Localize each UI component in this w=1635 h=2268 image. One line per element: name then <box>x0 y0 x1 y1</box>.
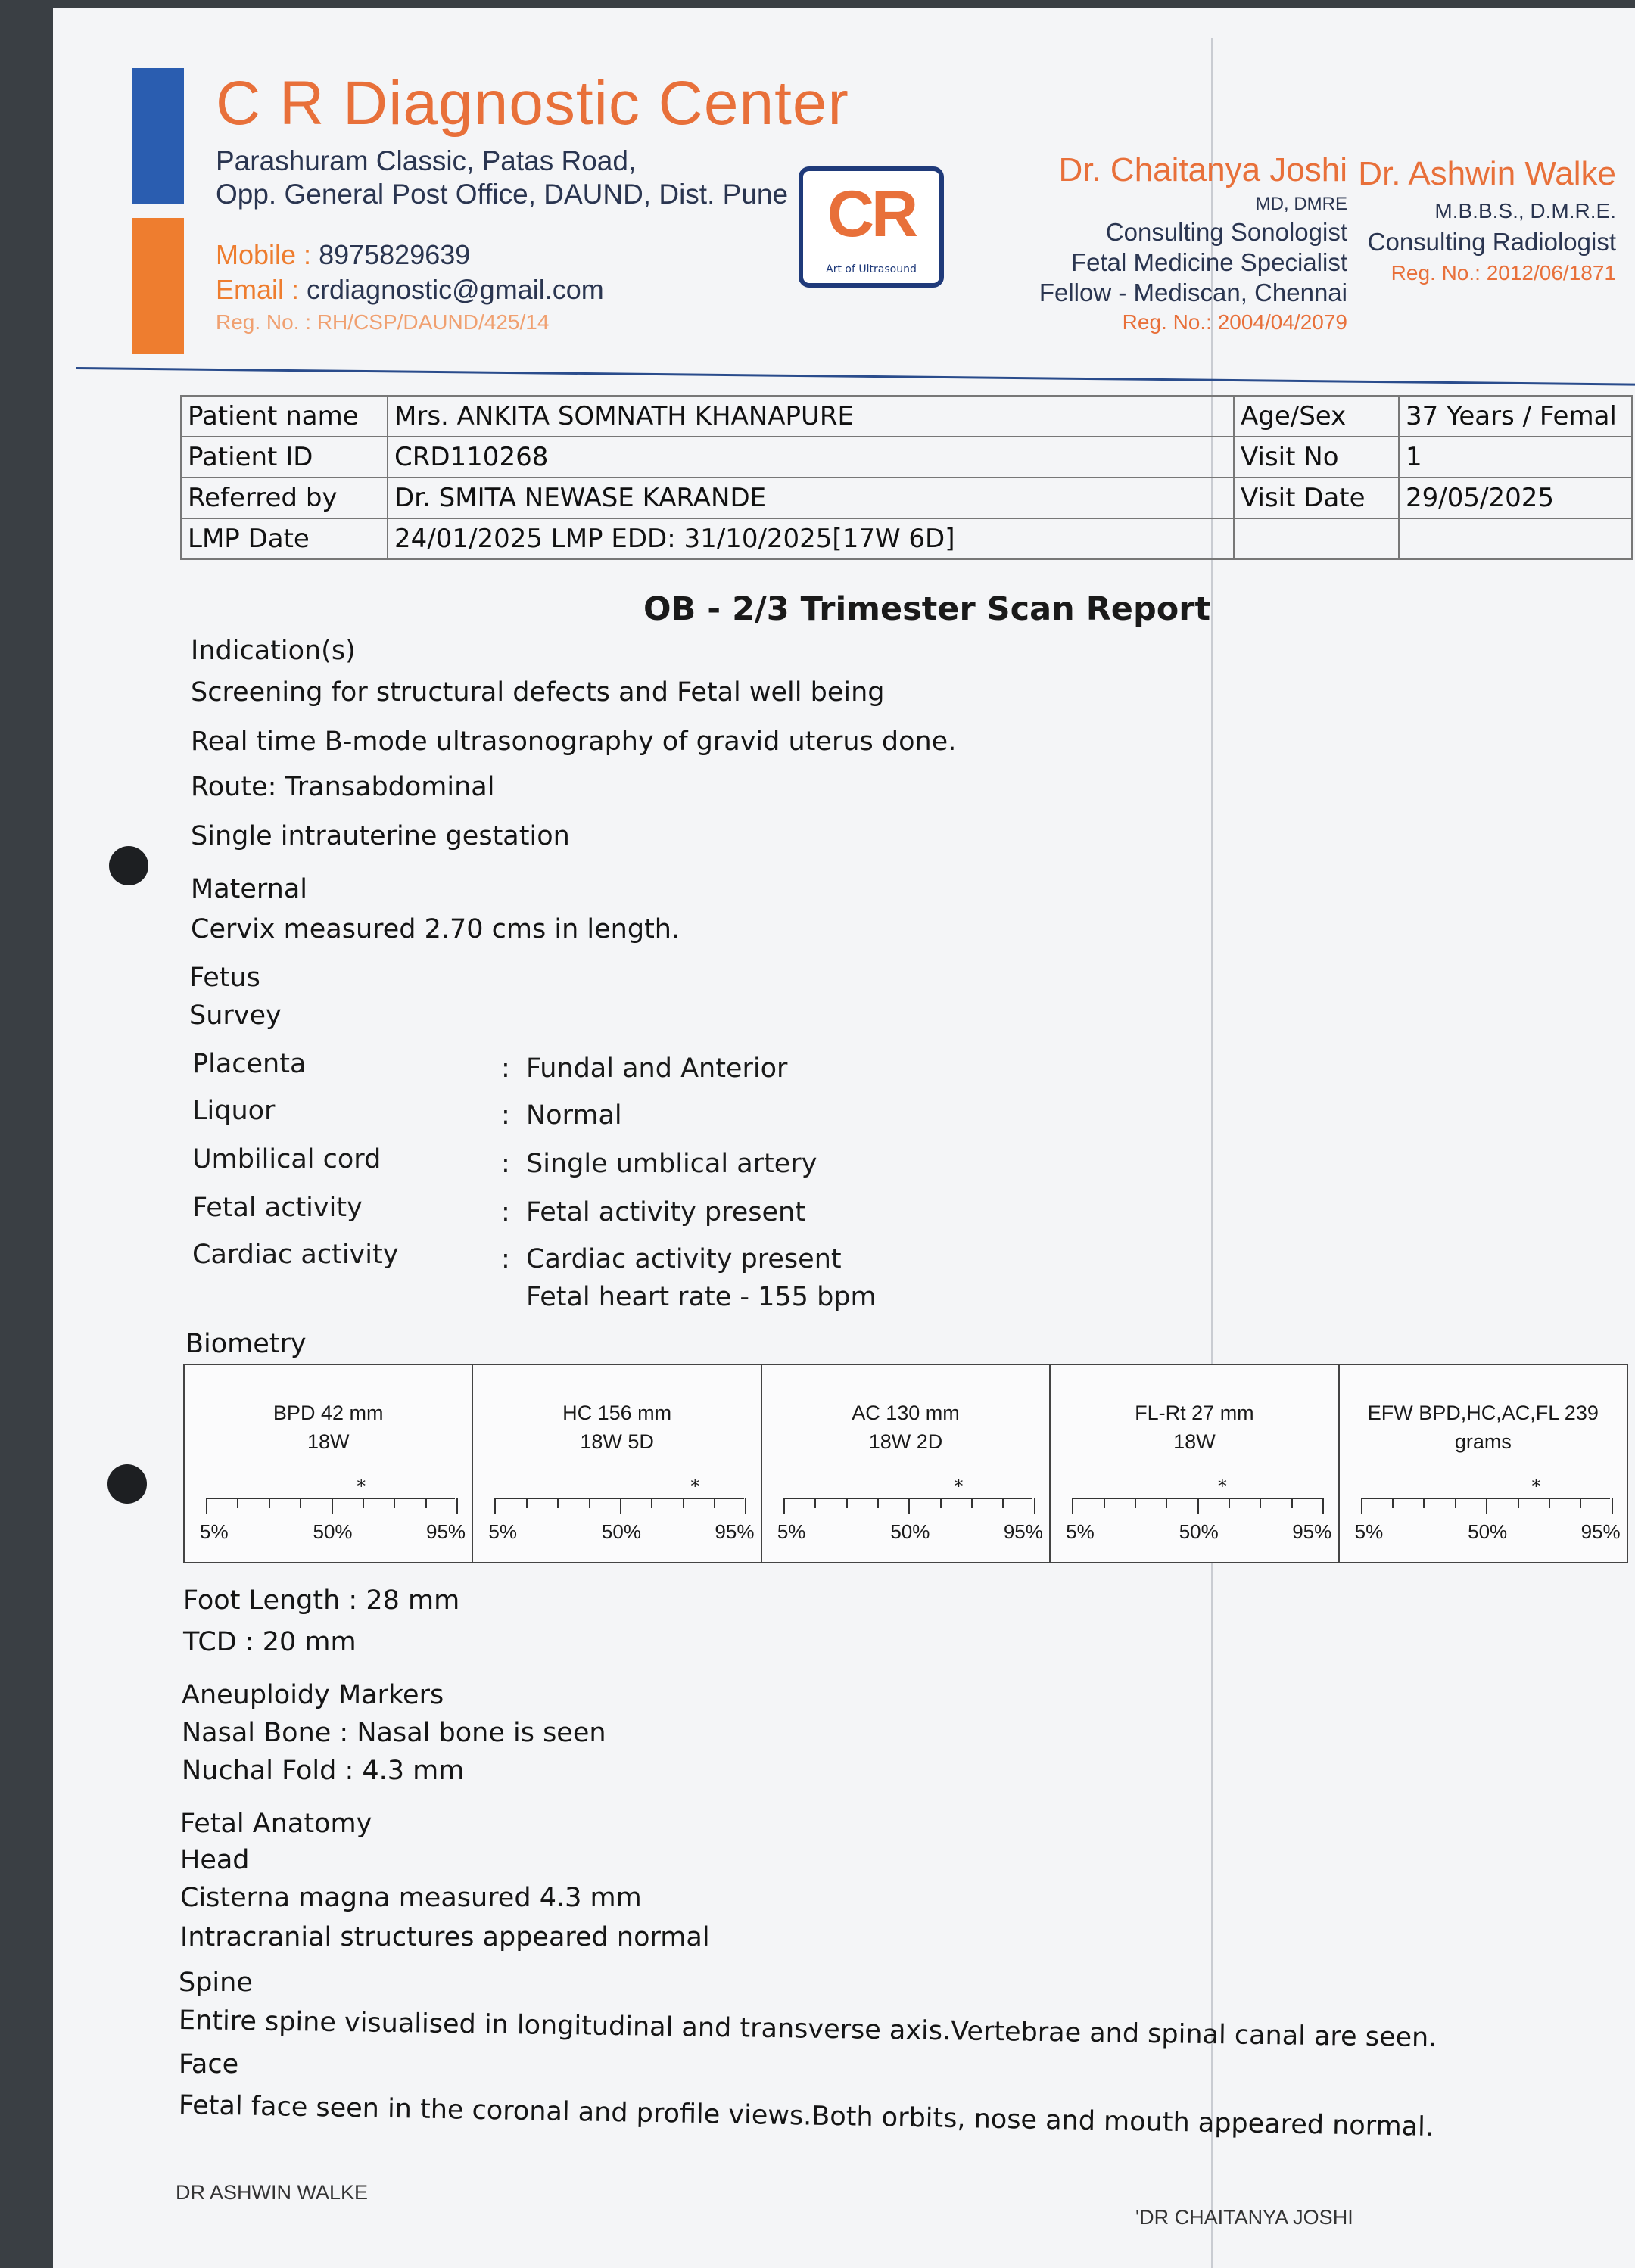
signature-chaitanya-joshi: 'DR CHAITANYA JOSHI <box>1135 2206 1353 2229</box>
visit-date-label: Visit Date <box>1234 478 1399 518</box>
placenta-colon: : <box>501 1053 510 1084</box>
scale-tick <box>1612 1498 1613 1514</box>
scale-tick <box>783 1498 785 1514</box>
visit-no-label: Visit No <box>1234 437 1399 478</box>
email-label: Email : <box>216 274 307 305</box>
doctor-joshi-block <box>1039 151 1347 334</box>
doctor-walke-role: Consulting Radiologist <box>1367 228 1616 256</box>
scale-tick <box>1197 1498 1199 1514</box>
percentile-label: 50% <box>890 1520 930 1543</box>
doctor-joshi-specialty: Fetal Medicine Specialist <box>1071 248 1347 276</box>
scale-tick <box>300 1498 301 1508</box>
survey-heading: Survey <box>189 1000 282 1031</box>
brand-bar-orange <box>132 218 184 354</box>
biometry-cell <box>473 1365 761 1562</box>
patient-id: CRD110268 <box>388 437 1234 478</box>
scale-tick <box>940 1498 942 1508</box>
percentile-label: 50% <box>601 1520 641 1543</box>
percentile-marker: * <box>690 1476 700 1497</box>
tcd: TCD : 20 mm <box>183 1627 357 1657</box>
doctor-walke-name: Dr. Ashwin Walke <box>1358 155 1616 192</box>
biometry-age: grams <box>1454 1430 1512 1453</box>
head-heading: Head <box>180 1845 250 1875</box>
scale-tick <box>1580 1498 1581 1508</box>
fetal-anatomy-heading: Fetal Anatomy <box>180 1809 372 1839</box>
scale-tick <box>1034 1498 1036 1514</box>
cardiac-activity-label: Cardiac activity <box>192 1240 399 1270</box>
cardiac-activity-colon: : <box>501 1244 510 1274</box>
aneuploidy-heading: Aneuploidy Markers <box>182 1680 444 1710</box>
doctor-walke-block <box>1358 155 1616 285</box>
scale-tick <box>1104 1498 1105 1508</box>
scale-tick <box>269 1498 270 1508</box>
percentile-marker: * <box>357 1476 366 1497</box>
percentile-label: 5% <box>200 1520 229 1543</box>
doctor-joshi-role: Consulting Sonologist <box>1105 218 1347 246</box>
fetal-activity-value: Fetal activity present <box>526 1197 805 1227</box>
scale-tick <box>456 1498 458 1514</box>
scale-tick <box>1455 1498 1456 1508</box>
biometry-measure: EFW BPD,HC,AC,FL 239 <box>1367 1402 1599 1424</box>
report-page <box>53 8 1635 2268</box>
lmp-date: 24/01/2025 LMP EDD: 31/10/2025[17W 6D] <box>388 518 1234 559</box>
fetal-activity-colon: : <box>501 1197 510 1227</box>
punch-hole-top <box>109 846 148 885</box>
scale-tick <box>1322 1498 1324 1514</box>
lmp-label: LMP Date <box>181 518 388 559</box>
spine-text: Entire spine visualised in longitudinal and transverse axis.Vertebrae and spinal canal are seen. <box>178 2005 1437 2054</box>
scale-tick <box>1423 1498 1425 1508</box>
percentile-label: 5% <box>777 1520 806 1543</box>
percentile-label: 50% <box>1179 1520 1219 1543</box>
indication-heading: Indication(s) <box>191 636 356 666</box>
empty-cell <box>1234 518 1399 559</box>
scale-tick <box>1229 1498 1230 1508</box>
umbilical-cord-label: Umbilical cord <box>192 1144 382 1174</box>
percentile-marker: * <box>1217 1476 1227 1497</box>
mobile-number: 8975829639 <box>319 239 471 270</box>
biometry-age: 18W 5D <box>580 1430 654 1453</box>
scale-tick <box>1291 1498 1293 1508</box>
percentile-label: 95% <box>426 1520 466 1543</box>
visit-date: 29/05/2025 <box>1399 478 1632 518</box>
foot-length: Foot Length : 28 mm <box>183 1585 460 1616</box>
doctor-joshi-name: Dr. Chaitanya Joshi <box>1058 151 1347 188</box>
cervix-length: Cervix measured 2.70 cms in length. <box>191 914 680 944</box>
doctor-joshi-reg: Reg. No.: 2004/04/2079 <box>1122 310 1347 334</box>
brand-bar-blue <box>132 68 184 204</box>
biometry-age: 18W <box>307 1430 350 1453</box>
liquor-colon: : <box>501 1100 510 1131</box>
scale-tick <box>683 1498 684 1508</box>
punch-hole-bottom <box>107 1464 147 1504</box>
percentile-marker: * <box>1531 1476 1541 1497</box>
percentile-marker: * <box>954 1476 964 1497</box>
biometry-cell <box>762 1365 1051 1562</box>
scale-tick <box>620 1498 621 1514</box>
referred-by: Dr. SMITA NEWASE KARANDE <box>388 478 1234 518</box>
face-text: Fetal face seen in the coronal and profile views.Both orbits, nose and mouth appeared normal. <box>178 2090 1434 2142</box>
scale-tick <box>425 1498 427 1508</box>
biometry-cell <box>185 1365 473 1562</box>
scan-route: Route: Transabdominal <box>191 772 495 802</box>
placenta-value: Fundal and Anterior <box>526 1053 788 1084</box>
biometry-measure: BPD 42 mm <box>272 1402 384 1424</box>
mobile <box>216 239 470 271</box>
cardiac-activity-value: Cardiac activity present <box>526 1244 842 1274</box>
fetal-activity-label: Fetal activity <box>192 1193 363 1223</box>
visit-no: 1 <box>1399 437 1632 478</box>
scale-tick <box>557 1498 559 1508</box>
percentile-label: 50% <box>313 1520 353 1543</box>
scale-tick <box>908 1498 910 1514</box>
scale-tick <box>526 1498 528 1508</box>
scale-tick <box>394 1498 395 1508</box>
logo-letters: CR <box>827 178 916 250</box>
patient-name: Mrs. ANKITA SOMNATH KHANAPURE <box>388 396 1234 437</box>
doctor-walke-reg: Reg. No.: 2012/06/1871 <box>1391 261 1616 285</box>
face-heading: Face <box>179 2049 239 2080</box>
scale-tick <box>494 1498 496 1514</box>
percentile-label: 95% <box>715 1520 755 1543</box>
scale-tick <box>714 1498 715 1508</box>
biometry-heading: Biometry <box>185 1329 307 1359</box>
scale-tick <box>1135 1498 1136 1508</box>
umbilical-cord-value: Single umblical artery <box>526 1149 818 1179</box>
biometry-measure: HC 156 mm <box>562 1402 672 1424</box>
percentile-label: 5% <box>1354 1520 1384 1543</box>
address-line-1: Parashuram Classic, Patas Road, <box>216 145 637 176</box>
patient-info-table <box>180 395 1633 560</box>
clinic-reg-no: Reg. No. : RH/CSP/DAUND/425/14 <box>216 310 550 334</box>
patient-name-label: Patient name <box>181 396 388 437</box>
scale-tick <box>1072 1498 1073 1514</box>
scale-tick <box>206 1498 207 1514</box>
scale-tick <box>877 1498 879 1508</box>
scale-tick <box>1166 1498 1167 1508</box>
scale-tick <box>1486 1498 1487 1514</box>
fetus-heading: Fetus <box>189 963 260 993</box>
signature-ashwin-walke: DR ASHWIN WALKE <box>176 2181 369 2204</box>
email <box>216 274 604 306</box>
gestation: Single intrauterine gestation <box>191 821 570 851</box>
mobile-label: Mobile : <box>216 239 319 270</box>
biometry-measure: FL-Rt 27 mm <box>1135 1402 1254 1424</box>
referred-by-label: Referred by <box>181 478 388 518</box>
paper-fold <box>1211 38 1213 2268</box>
placenta-label: Placenta <box>192 1049 307 1079</box>
fetal-heart-rate: Fetal heart rate - 155 bpm <box>526 1282 877 1312</box>
scale-tick <box>332 1498 333 1514</box>
scan-mode: Real time B-mode ultrasonography of gravid uterus done. <box>191 726 957 757</box>
nasal-bone: Nasal Bone : Nasal bone is seen <box>182 1718 606 1748</box>
header-divider <box>76 367 1635 386</box>
doctor-joshi-degree: MD, DMRE <box>1255 194 1347 214</box>
maternal-heading: Maternal <box>191 874 308 904</box>
umbilical-cord-colon: : <box>501 1149 510 1179</box>
scale-tick <box>363 1498 364 1508</box>
percentile-label: 95% <box>1292 1520 1332 1543</box>
liquor-label: Liquor <box>192 1096 276 1126</box>
scale-tick <box>651 1498 652 1508</box>
biometry-age: 18W <box>1173 1430 1216 1453</box>
cr-logo <box>799 166 944 288</box>
percentile-label: 95% <box>1580 1520 1621 1543</box>
biometry-table <box>183 1364 1628 1563</box>
biometry-measure: AC 130 mm <box>852 1402 960 1424</box>
intracranial-structures: Intracranial structures appeared normal <box>180 1922 710 1952</box>
address-line-2: Opp. General Post Office, DAUND, Dist. Pune <box>216 179 789 210</box>
report-title: OB - 2/3 Trimester Scan Report <box>643 590 1211 628</box>
scale-tick <box>745 1498 746 1514</box>
percentile-label: 50% <box>1468 1520 1508 1543</box>
scale-tick <box>846 1498 848 1508</box>
age-sex: 37 Years / Femal <box>1399 396 1632 437</box>
logo-tagline: Art of Ultrasound <box>826 263 917 275</box>
scale-tick <box>237 1498 238 1508</box>
doctor-joshi-fellowship: Fellow - Mediscan, Chennai <box>1039 278 1347 306</box>
scale-tick <box>1518 1498 1519 1508</box>
scale-tick <box>589 1498 590 1508</box>
scale-tick <box>1392 1498 1394 1508</box>
biometry-cell <box>1051 1365 1339 1562</box>
doctor-walke-degree: M.B.B.S., D.M.R.E. <box>1434 199 1616 222</box>
biometry-age: 18W 2D <box>868 1430 943 1453</box>
clinic-name: C R Diagnostic Center <box>216 69 849 138</box>
indication-text: Screening for structural defects and Fetal well being <box>191 677 885 708</box>
scale-tick <box>1549 1498 1550 1508</box>
percentile-label: 5% <box>1066 1520 1095 1543</box>
patient-id-label: Patient ID <box>181 437 388 478</box>
spine-heading: Spine <box>179 1968 253 1998</box>
age-sex-label: Age/Sex <box>1234 396 1399 437</box>
scale-tick <box>1002 1498 1004 1508</box>
email-address: crdiagnostic@gmail.com <box>307 274 604 305</box>
empty-cell <box>1399 518 1632 559</box>
scale-tick <box>1361 1498 1362 1514</box>
percentile-label: 5% <box>488 1520 517 1543</box>
biometry-cell <box>1340 1365 1627 1562</box>
nuchal-fold: Nuchal Fold : 4.3 mm <box>182 1756 465 1786</box>
liquor-value: Normal <box>526 1100 622 1131</box>
scale-tick <box>1260 1498 1261 1508</box>
percentile-label: 95% <box>1003 1520 1043 1543</box>
cisterna-magna: Cisterna magna measured 4.3 mm <box>180 1883 642 1913</box>
scale-tick <box>814 1498 816 1508</box>
scale-tick <box>971 1498 973 1508</box>
